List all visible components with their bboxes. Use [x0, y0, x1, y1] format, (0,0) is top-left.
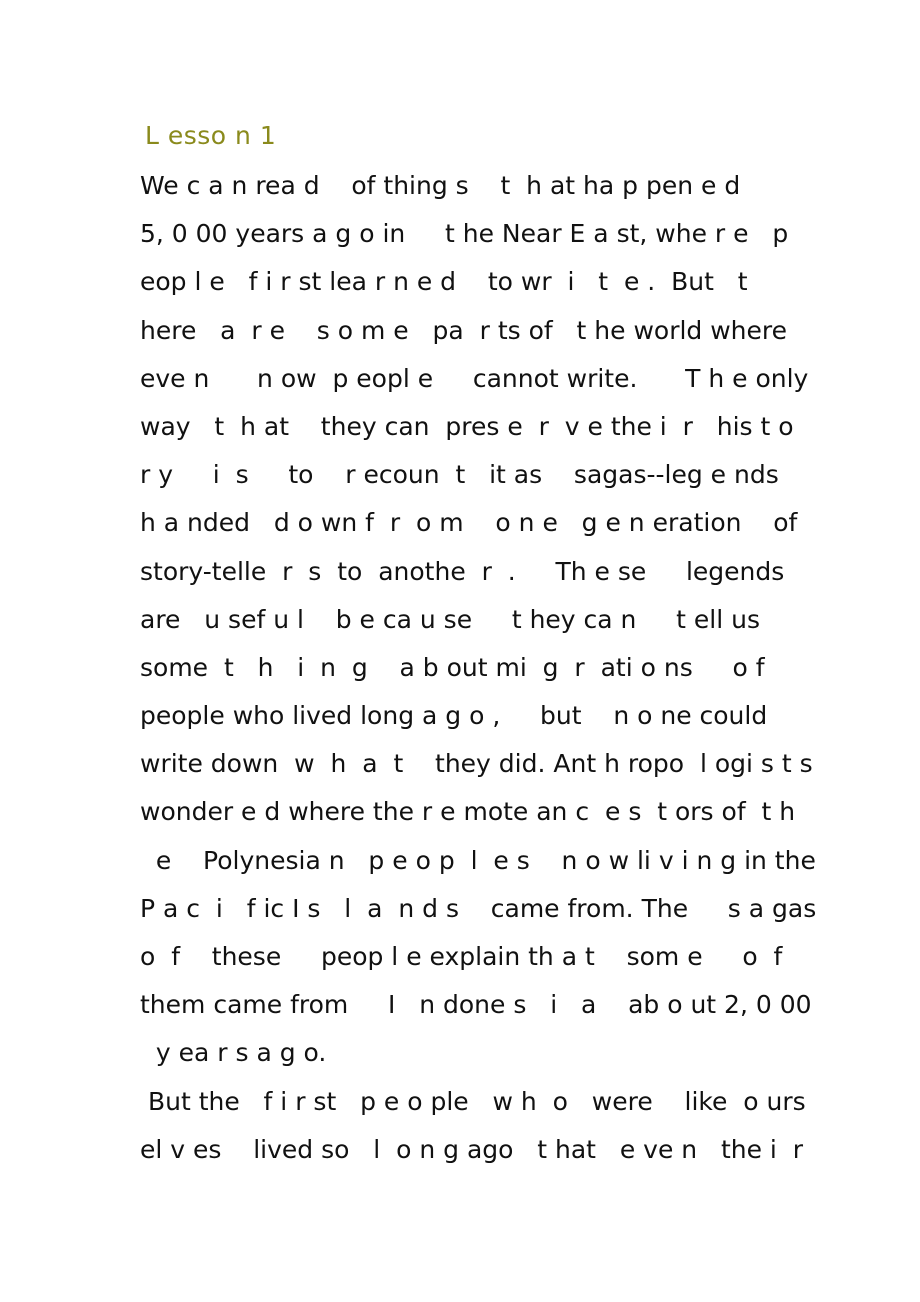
text-line: We c a n rea d of thing s t h at ha p pen e d: [140, 171, 741, 200]
lesson-title: L esso n 1: [145, 121, 277, 150]
text-line: are u sef u l b e ca u se t hey ca n t ell us: [140, 604, 760, 634]
text-line: people who lived long a g o , but n o ne could: [140, 701, 768, 731]
text-line: them came from I n done s i a ab o ut 2, 0 00: [140, 990, 812, 1020]
text-line: But the f i r st p e o ple w h o were like o urs: [140, 1086, 806, 1116]
text-line: here a r e s o m e pa r ts of t he world where: [140, 315, 788, 345]
text-line: wonder e d where the r e mote an c e s t ors of t h: [140, 797, 796, 827]
text-line: write down w h a t they did. Ant h ropo l ogi s t s: [140, 749, 813, 779]
text-line: e Polynesia n p e o p l e s n o w li v i n g in the: [140, 845, 816, 875]
text-line: y ea r s a g o.: [140, 1038, 327, 1068]
text-line: way t h at they can pres e r v e the i r his t o: [140, 411, 794, 441]
lesson-body-text: [140, 166, 820, 1178]
text-line: el v es lived so l o n g ago t hat e ve n the i r: [140, 1134, 804, 1164]
text-line: story-telle r s to anothe r . Th e se legends: [140, 556, 785, 586]
text-line: some t h i n g a b out mi g r ati o ns o f: [140, 652, 765, 682]
text-line: 5, 0 00 years a g o in t he Near E a st, whe r e p: [140, 219, 789, 249]
text-line: o f these peop l e explain th a t som e o f: [140, 942, 783, 971]
text-line: eop l e f i r st lea r n e d to wr i t e . But t: [140, 267, 748, 297]
text-line: r y i s to r ecoun t it as sagas--leg e nds: [140, 460, 779, 490]
text-line: h a nded d o wn f r o m o n e g e n eration of: [140, 508, 798, 538]
text-line: P a c i f ic I s l a n d s came from. The s a gas: [140, 893, 817, 923]
text-line: eve n n ow p eopl e cannot write. T h e only: [140, 363, 809, 393]
